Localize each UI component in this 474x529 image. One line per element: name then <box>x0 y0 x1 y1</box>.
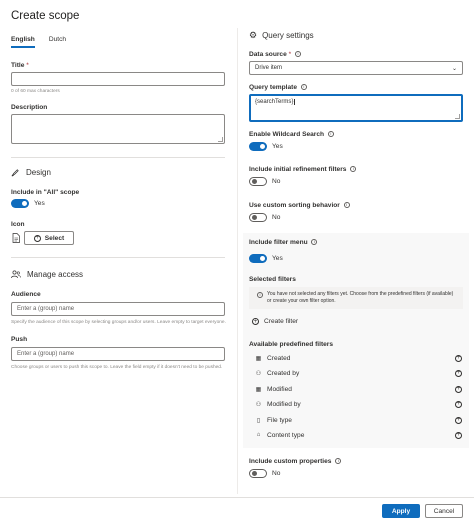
info-icon: i <box>257 292 263 298</box>
initial-refinement-label: Include initial refinement filters i <box>249 166 356 173</box>
info-icon: i <box>311 239 317 245</box>
design-title: Design <box>26 168 51 177</box>
title-label: Title * <box>11 62 29 69</box>
include-all-label: Include in "All" scope <box>11 189 80 196</box>
initial-refinement-state: No <box>272 178 281 185</box>
wildcard-state: Yes <box>272 143 283 150</box>
filter-item-content-type: ⌂ Content type + <box>256 431 461 439</box>
include-all-toggle[interactable] <box>11 199 29 208</box>
add-filter-file-type-button[interactable]: + <box>456 417 461 423</box>
design-icon <box>11 168 20 177</box>
people-icon <box>11 270 21 279</box>
data-source-label: Data source * i <box>249 51 301 58</box>
divider <box>11 257 225 258</box>
title-input[interactable] <box>11 72 225 86</box>
design-section <box>11 168 51 177</box>
info-icon: i <box>328 131 334 137</box>
initial-refinement-toggle[interactable] <box>249 177 267 186</box>
tab-dutch[interactable]: Dutch <box>48 36 67 43</box>
audience-label: Audience <box>11 291 41 298</box>
page-title: Create scope <box>11 10 80 22</box>
custom-sorting-label: Use custom sorting behavior i <box>249 202 350 209</box>
select-button-label: Select <box>44 234 65 242</box>
info-icon: i <box>335 458 341 464</box>
add-filter-content-type-button[interactable]: + <box>456 432 461 438</box>
column-divider <box>237 28 238 494</box>
info-icon: i <box>344 202 350 208</box>
cancel-button[interactable]: Cancel <box>425 504 463 518</box>
divider <box>11 157 225 158</box>
create-filter-button[interactable] <box>252 318 298 325</box>
query-template-label: Query template i <box>249 84 307 91</box>
data-source-value: Drive item <box>255 65 283 71</box>
description-textarea[interactable] <box>11 114 225 144</box>
filter-menu-label: Include filter menu i <box>249 239 317 246</box>
calendar-icon: ▦ <box>255 386 262 393</box>
custom-sorting-state: No <box>272 214 281 221</box>
access-title: Manage access <box>27 270 84 279</box>
selected-filters-label: Selected filters <box>249 276 296 283</box>
people-icon: ⚇ <box>255 370 262 377</box>
add-filter-created-by-button[interactable]: + <box>456 370 461 376</box>
access-section <box>11 270 83 279</box>
selected-filters-message-text: You have not selected any filters yet. Choose from the predefined filters (if available) or create your own filter option. <box>267 291 454 304</box>
push-input[interactable]: Enter a (group) name <box>11 347 225 361</box>
push-hint: Choose groups or users to push this scope to. Leave the field empty if it doesn't need to be pushed. <box>11 365 223 370</box>
query-section <box>249 31 314 40</box>
audience-hint: Specify the audience of this scope by selecting groups and/or users. Leave empty to target everyone. <box>11 320 226 325</box>
filter-item-modified: ▦ Modified + <box>255 385 461 393</box>
language-tabs <box>11 36 80 48</box>
tag-icon: ⌂ <box>256 432 261 438</box>
info-icon: i <box>350 166 356 172</box>
wildcard-label: Enable Wildcard Search i <box>249 131 334 138</box>
gear-icon: ⚙ <box>249 30 258 40</box>
custom-props-label: Include custom properties i <box>249 458 341 465</box>
add-filter-created-button[interactable]: + <box>456 355 461 361</box>
add-filter-modified-by-button[interactable]: + <box>456 401 461 407</box>
selected-filters-message <box>249 287 463 309</box>
available-filters-label: Available predefined filters <box>249 341 334 348</box>
document-icon <box>12 233 20 243</box>
info-icon: i <box>301 84 307 90</box>
filter-item-file-type: ▯ File type + <box>256 416 461 424</box>
description-label: Description <box>11 104 48 111</box>
icon-label: Icon <box>11 221 25 228</box>
resize-handle[interactable] <box>218 137 223 142</box>
select-icon-button[interactable] <box>24 231 74 245</box>
footer-divider <box>0 497 474 498</box>
info-icon: i <box>295 51 301 57</box>
include-all-state: Yes <box>34 200 45 207</box>
tab-english[interactable]: English <box>11 36 35 48</box>
create-filter-label: Create filter <box>264 318 299 325</box>
filter-menu-toggle[interactable] <box>249 254 267 263</box>
data-source-select[interactable] <box>249 61 463 75</box>
query-template-value: {searchTerms} <box>255 99 294 105</box>
query-title: Query settings <box>262 31 314 40</box>
filter-item-modified-by: ⚇ Modified by + <box>255 400 461 408</box>
filter-item-created: ▦ Created + <box>255 354 461 362</box>
filter-menu-state: Yes <box>272 255 283 262</box>
title-hint: 0 of 60 max characters <box>11 89 60 94</box>
apply-button[interactable]: Apply <box>382 504 420 518</box>
custom-props-toggle[interactable] <box>249 469 267 478</box>
audience-input[interactable]: Enter a (group) name <box>11 302 225 316</box>
add-filter-modified-button[interactable]: + <box>456 386 461 392</box>
people-icon: ⚇ <box>255 401 262 408</box>
resize-handle[interactable] <box>455 114 460 119</box>
filter-item-created-by: ⚇ Created by + <box>255 369 461 377</box>
query-template-textarea[interactable] <box>249 94 463 122</box>
add-icon: + <box>35 235 40 241</box>
document-icon: ▯ <box>256 417 261 424</box>
calendar-icon: ▦ <box>255 355 262 362</box>
custom-props-state: No <box>272 470 281 477</box>
custom-sorting-toggle[interactable] <box>249 213 267 222</box>
add-icon: + <box>253 318 258 325</box>
push-label: Push <box>11 336 28 343</box>
wildcard-toggle[interactable] <box>249 142 267 151</box>
chevron-down-icon: ⌄ <box>451 66 457 72</box>
